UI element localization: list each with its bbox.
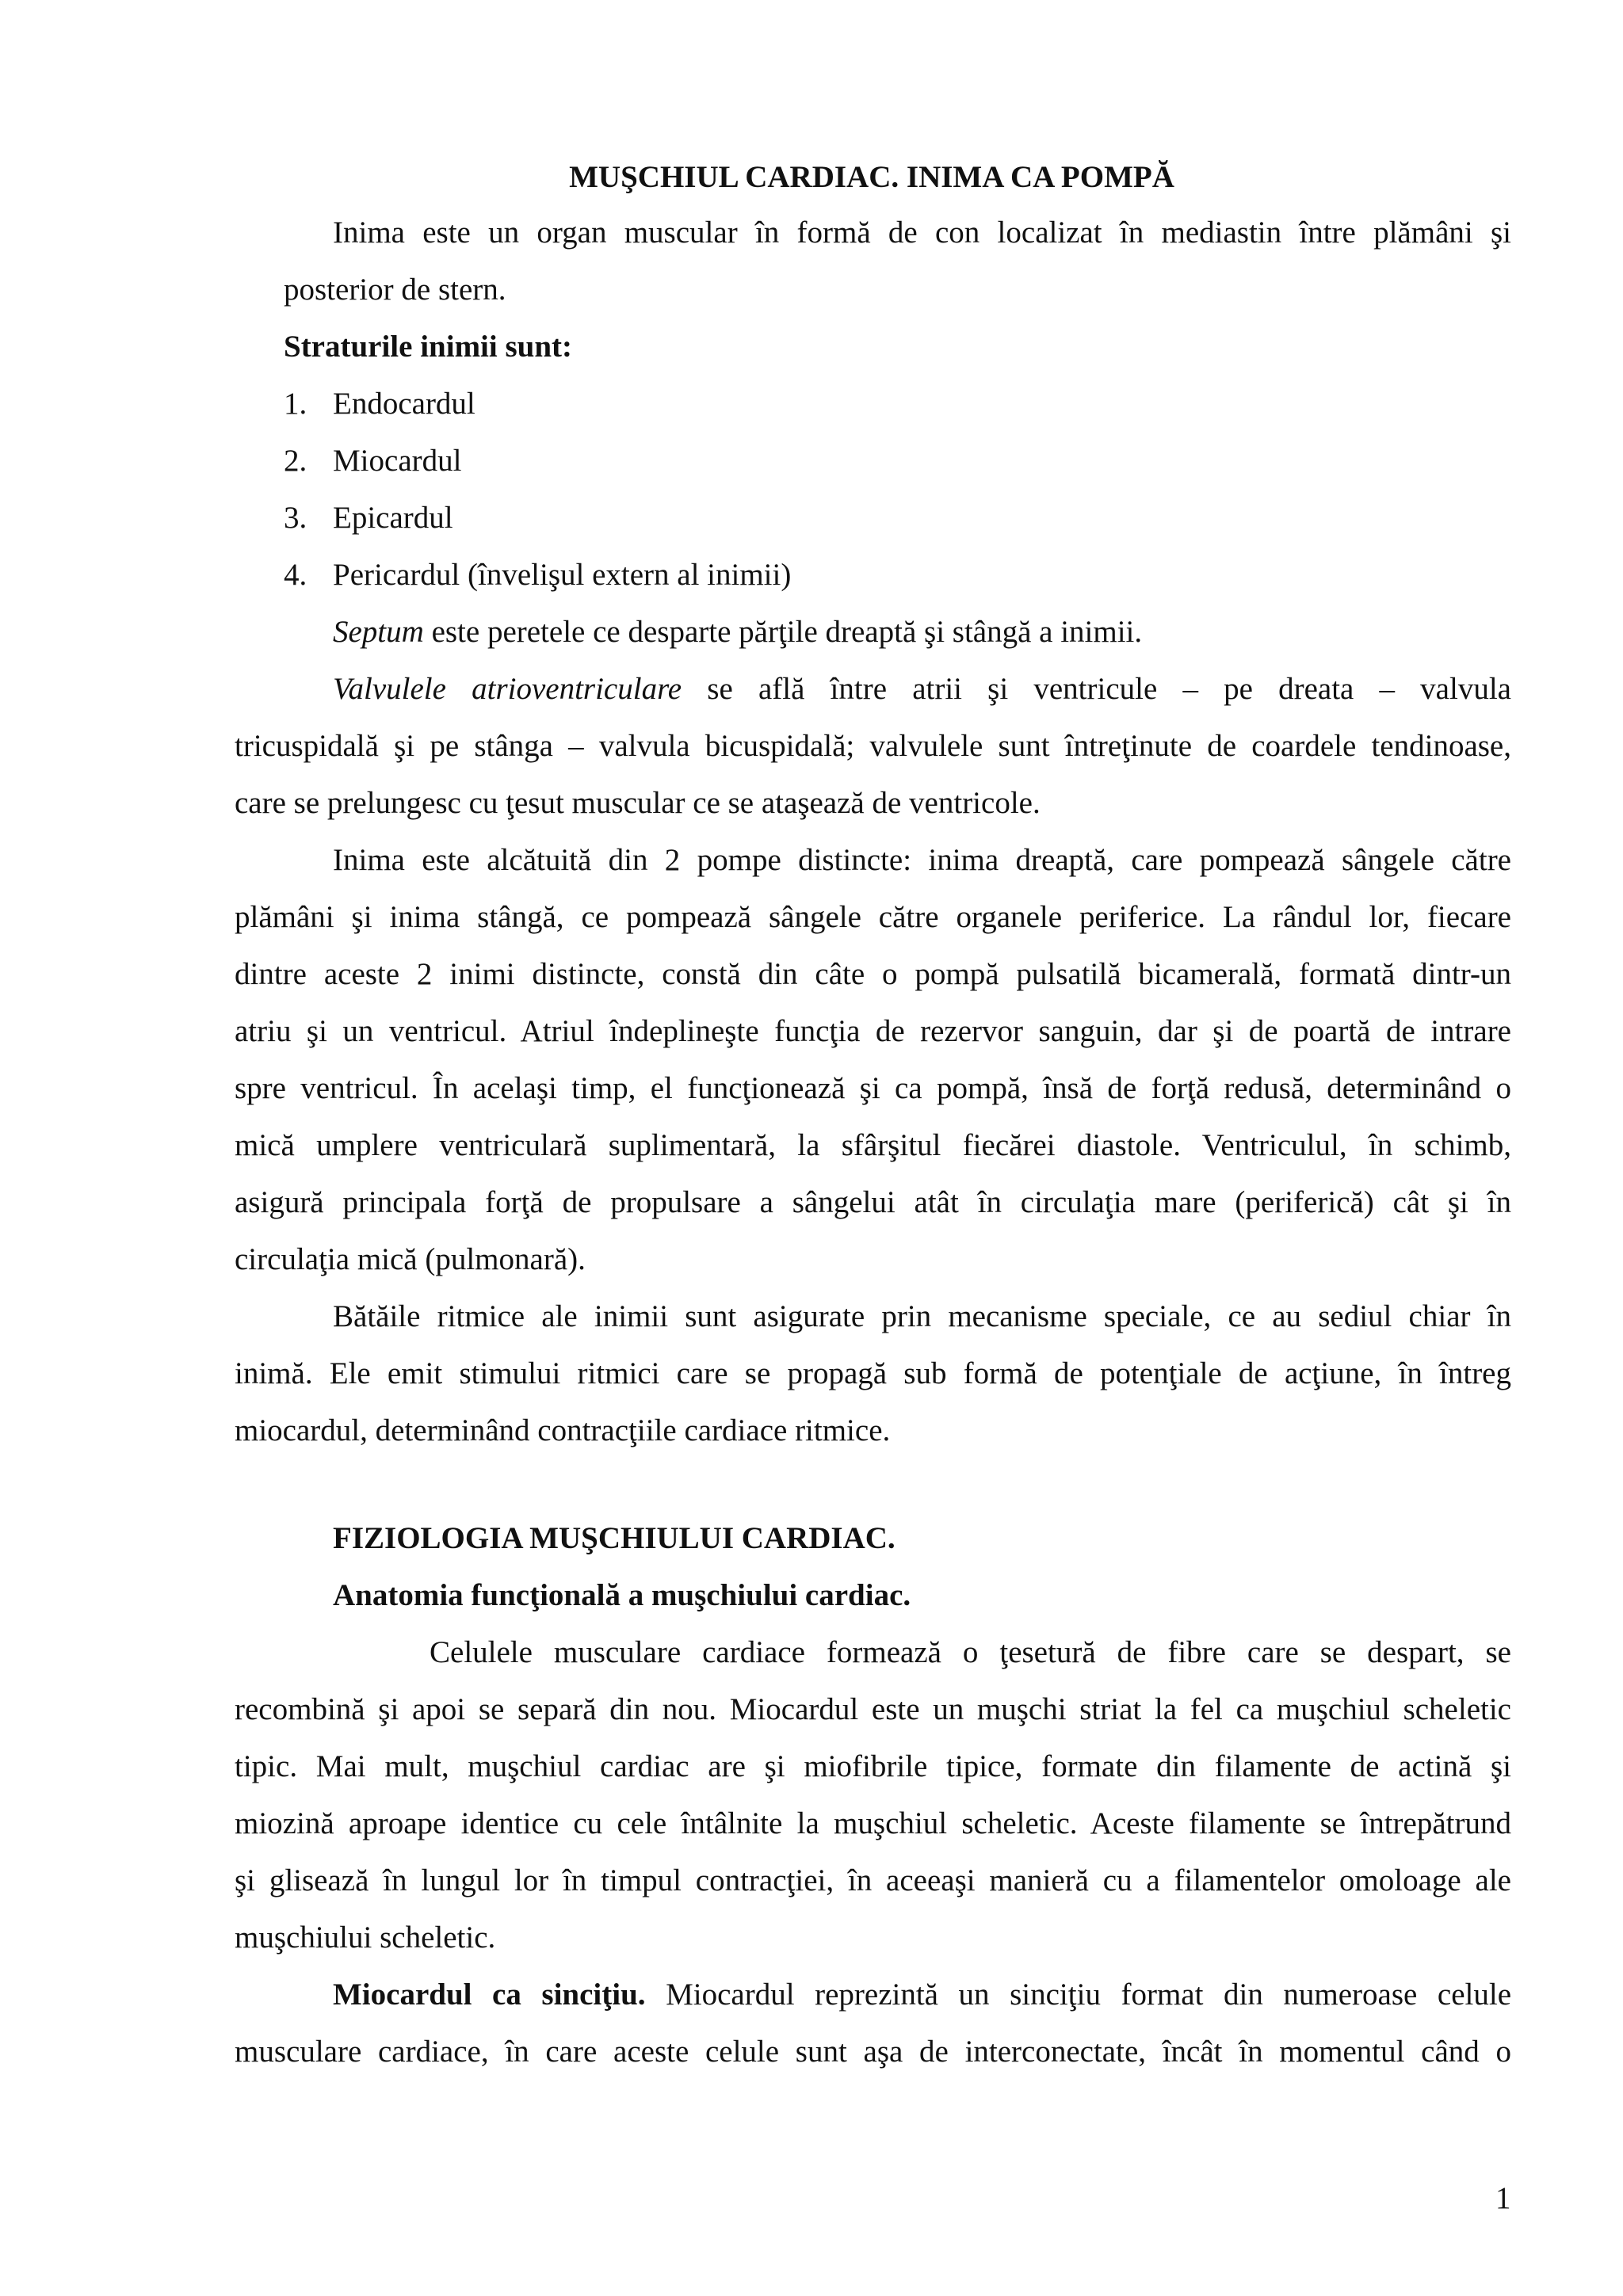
pumps-line: circulaţia mică (pulmonară).	[235, 1242, 586, 1276]
physiology-line: muşchiului scheletic.	[235, 1920, 496, 1955]
physiology-line: tipic. Mai mult, muşchiul cardiac are şi miofibrile tipice, formate din filamente de actină şi	[235, 1749, 1511, 1783]
physiology-line: miozină aproape identice cu cele întâlnite la muşchiul scheletic. Aceste filamente se întrepătrund	[235, 1806, 1511, 1840]
pumps-line: asigură principala forţă de propulsare a sângelui atât în circulaţia mare (periferică) cât şi în	[235, 1185, 1511, 1219]
page-number: 1	[1495, 2181, 1511, 2215]
pumps-line: plămâni şi inima stângă, ce pompează sângele către organele periferice. La rândul lor, fiecare	[235, 900, 1511, 934]
valves-line-3: care se prelungesc cu ţesut muscular ce se ataşează de ventricole.	[235, 786, 1041, 820]
pumps-line: dintre aceste 2 inimi distincte, constă din câte o pompă pulsatilă bicamerală, formată dintr-un	[235, 957, 1511, 991]
physiology-line: şi glisează în lungul lor în timpul contracţiei, în aceeaşi manieră cu a filamentelor omoloage ale	[235, 1863, 1511, 1897]
list-item: Miocardul	[333, 444, 462, 478]
syncytium-term: Miocardul ca sinciţiu.	[333, 1978, 646, 2012]
page-title: MUŞCHIUL CARDIAC. INIMA CA POMPĂ	[569, 160, 1174, 194]
intro-line-1: Inima este un organ muscular în formă de con localizat în mediastin între plămâni şi	[333, 215, 1511, 250]
septum-term: Septum	[333, 615, 424, 649]
valves-line-1	[333, 673, 1511, 704]
section-heading: FIZIOLOGIA MUŞCHIULUI CARDIAC.	[333, 1521, 896, 1555]
septum-text: este peretele ce desparte părţile dreaptă şi stângă a inimii.	[423, 615, 1143, 649]
list-item: Endocardul	[333, 387, 475, 421]
valves-text: se află între atrii şi ventricule – pe dreata – valvula	[682, 672, 1511, 706]
physiology-line: Celulele musculare cardiace formează o ţesetură de fibre care se despart, se	[430, 1635, 1511, 1669]
rhythm-line: Bătăile ritmice ale inimii sunt asigurate prin mecanisme speciale, ce au sediul chiar în	[333, 1299, 1511, 1333]
list-item: Epicardul	[333, 501, 453, 535]
layers-heading: Straturile inimii sunt:	[284, 330, 573, 364]
syncytium-text: Miocardul reprezintă un sinciţiu format din numeroase celule	[645, 1978, 1511, 2012]
pumps-line: Inima este alcătuită din 2 pompe distincte: inima dreaptă, care pompează sângele către	[333, 843, 1511, 877]
list-item-num: 4.	[284, 558, 307, 592]
list-item-num: 2.	[284, 444, 307, 478]
list-item: Pericardul (învelişul extern al inimii)	[333, 558, 792, 592]
valves-line-2: tricuspidală şi pe stânga – valvula bicuspidală; valvulele sunt întreţinute de coardele tendinoase,	[235, 729, 1511, 763]
section-subheading: Anatomia funcţională a muşchiului cardiac.	[333, 1578, 911, 1612]
pumps-line: spre ventricul. În acelaşi timp, el funcţionează şi ca pompă, însă de forţă redusă, determinând o	[235, 1071, 1511, 1105]
valves-term: Valvulele atrioventriculare	[333, 672, 682, 706]
syncytium-line-1	[333, 1979, 1511, 2010]
list-item-num: 1.	[284, 387, 307, 421]
physiology-line: recombină şi apoi se separă din nou. Miocardul este un muşchi striat la fel ca muşchiul scheletic	[235, 1692, 1511, 1726]
rhythm-line: inimă. Ele emit stimului ritmici care se propagă sub formă de potenţiale de acţiune, în întreg	[235, 1356, 1511, 1390]
syncytium-line-2: musculare cardiace, în care aceste celule sunt aşa de interconectate, încât în momentul când o	[235, 2035, 1511, 2069]
intro-line-2: posterior de stern.	[284, 273, 506, 307]
pumps-line: atriu şi un ventricul. Atriul îndeplineşte funcţia de rezervor sanguin, dar şi de poartă de intrare	[235, 1014, 1511, 1048]
septum-paragraph	[333, 616, 1142, 647]
rhythm-line: miocardul, determinând contracţiile cardiace ritmice.	[235, 1413, 891, 1447]
list-item-num: 3.	[284, 501, 307, 535]
pumps-line: mică umplere ventriculară suplimentară, la sfârşitul fiecărei diastole. Ventriculul, în schimb,	[235, 1128, 1511, 1162]
